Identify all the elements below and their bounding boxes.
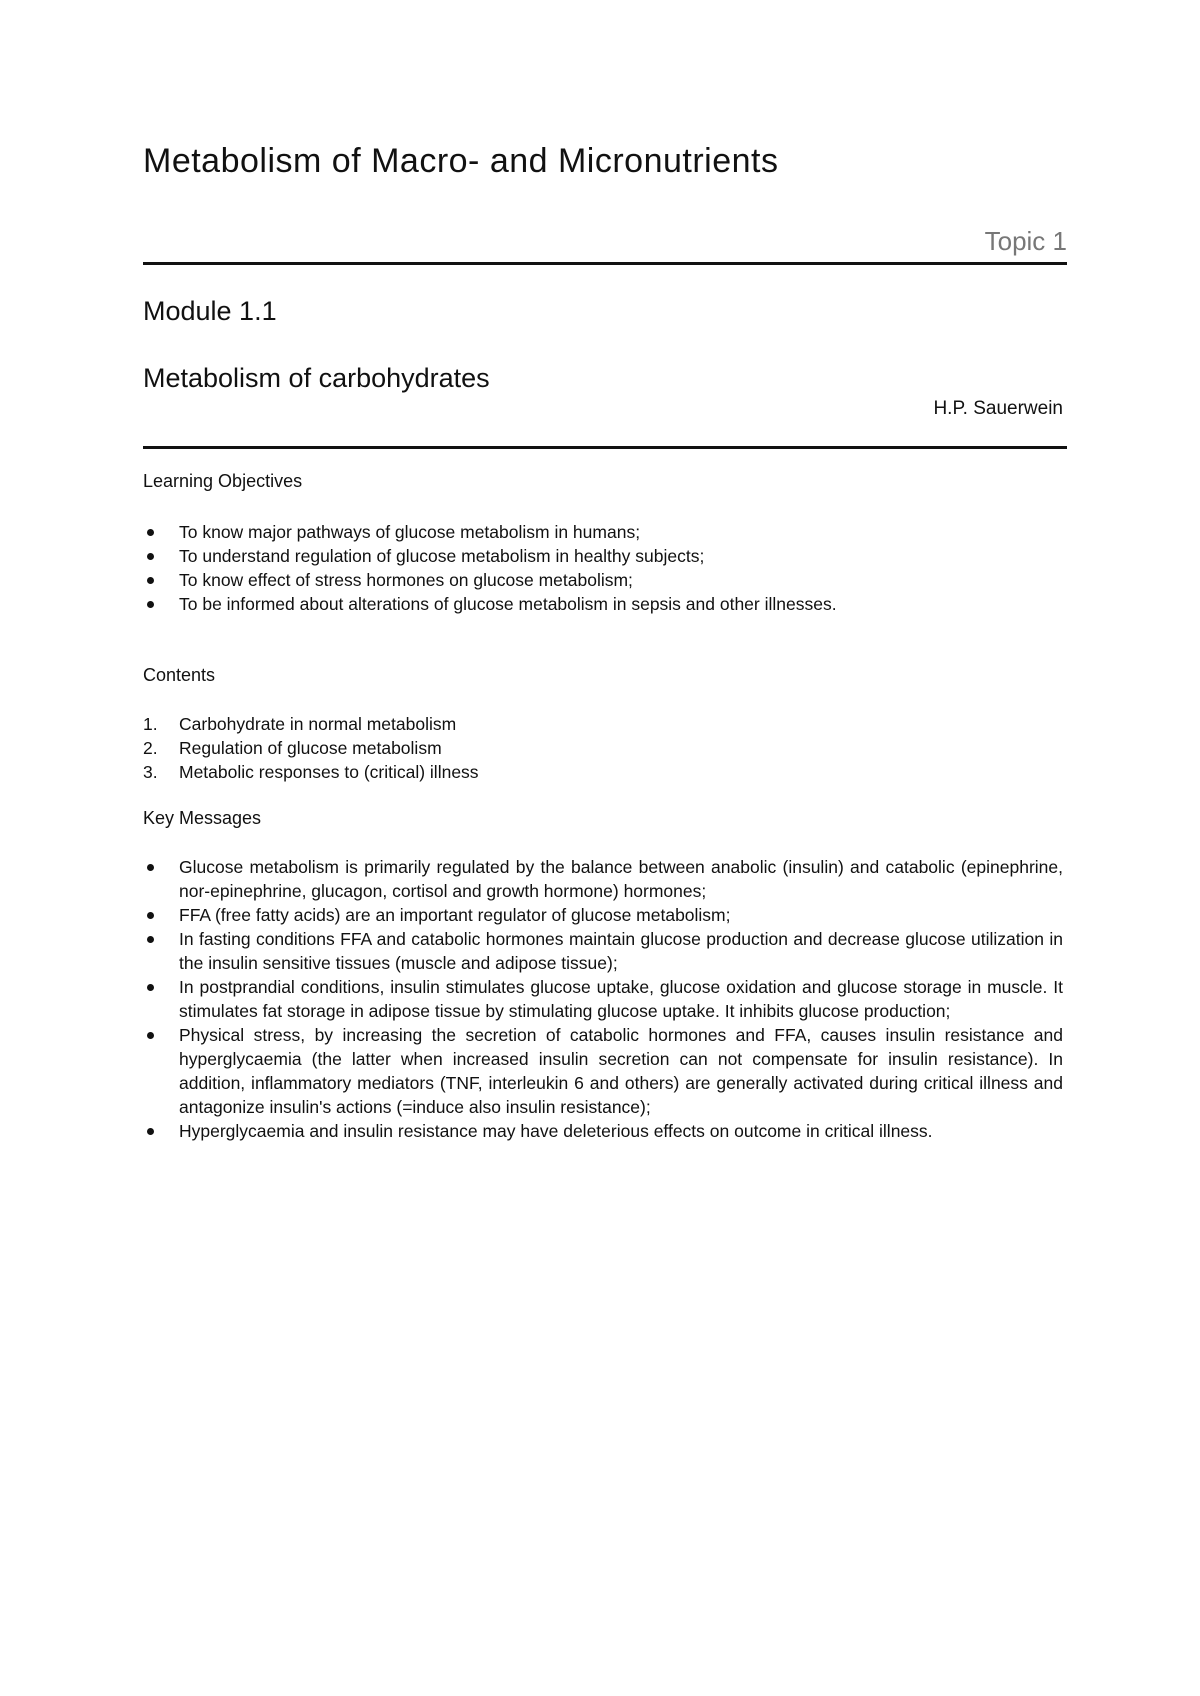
list-item [143, 520, 1063, 544]
list-item-text: To understand regulation of glucose metabolism in healthy subjects; [179, 546, 705, 566]
list-item-text: To be informed about alterations of glucose metabolism in sepsis and other illnesses. [179, 594, 837, 614]
list-item [143, 903, 1063, 927]
key-messages-list [143, 855, 1063, 1143]
learning-objectives-heading: Learning Objectives [143, 471, 303, 491]
list-item-text: In postprandial conditions, insulin stimulates glucose uptake, glucose oxidation and glucose storage in muscle. It stimulates fat storage in adipose tissue by stimulating glucose uptake. It inhibits glucose production; [179, 977, 1063, 1021]
list-item [143, 712, 1063, 736]
module-label: Module 1.1 [143, 296, 277, 326]
bullet-icon [147, 553, 154, 560]
list-item-text: Glucose metabolism is primarily regulated by the balance between anabolic (insulin) and catabolic (epinephrine, nor-epinephrine, glucagon, cortisol and growth hormone) hormones; [179, 857, 1063, 901]
list-item-number: 2. [143, 738, 158, 758]
list-item [143, 975, 1063, 1023]
list-item [143, 1119, 1063, 1143]
list-item-text: In fasting conditions FFA and catabolic hormones maintain glucose production and decrease glucose utilization in the insulin sensitive tissues (muscle and adipose tissue); [179, 929, 1063, 973]
topic-label: Topic 1 [984, 226, 1067, 256]
list-item [143, 927, 1063, 975]
list-item-text: Carbohydrate in normal metabolism [179, 714, 457, 734]
contents-heading: Contents [143, 665, 216, 685]
list-item [143, 760, 1063, 784]
list-item [143, 568, 1063, 592]
list-item-text: Physical stress, by increasing the secretion of catabolic hormones and FFA, causes insulin resistance and hyperglycaemia (the latter when increased insulin secretion can not compensate for insulin resistance). In addition, inflammatory mediators (TNF, interleukin 6 and others) are generally activated during critical illness and antagonize insulin's actions (=induce also insulin resistance); [179, 1025, 1063, 1117]
bullet-icon [147, 864, 154, 871]
list-item-text: Metabolic responses to (critical) illness [179, 762, 479, 782]
bullet-icon [147, 577, 154, 584]
bullet-icon [147, 936, 154, 943]
header-divider [143, 262, 1067, 265]
list-item [143, 1023, 1063, 1119]
bullet-icon [147, 601, 154, 608]
bullet-icon [147, 529, 154, 536]
module-subtitle: Metabolism of carbohydrates [143, 363, 490, 393]
learning-objectives-list [143, 520, 1063, 616]
list-item-text: Hyperglycaemia and insulin resistance may have deleterious effects on outcome in critical illness. [179, 1121, 933, 1141]
bullet-icon [147, 984, 154, 991]
document-title: Metabolism of Macro- and Micronutrients [143, 142, 779, 180]
bullet-icon [147, 912, 154, 919]
list-item [143, 544, 1063, 568]
author-name: H.P. Sauerwein [933, 398, 1063, 419]
list-item-number: 3. [143, 762, 158, 782]
list-item-text: To know major pathways of glucose metabolism in humans; [179, 522, 641, 542]
bullet-icon [147, 1128, 154, 1135]
list-item-number: 1. [143, 714, 158, 734]
bullet-icon [147, 1032, 154, 1039]
list-item [143, 736, 1063, 760]
list-item-text: Regulation of glucose metabolism [179, 738, 442, 758]
section-divider [143, 446, 1067, 449]
list-item [143, 855, 1063, 903]
list-item-text: FFA (free fatty acids) are an important regulator of glucose metabolism; [179, 905, 731, 925]
list-item-text: To know effect of stress hormones on glucose metabolism; [179, 570, 633, 590]
list-item [143, 592, 1063, 616]
key-messages-heading: Key Messages [143, 808, 262, 828]
contents-list [143, 712, 1063, 784]
